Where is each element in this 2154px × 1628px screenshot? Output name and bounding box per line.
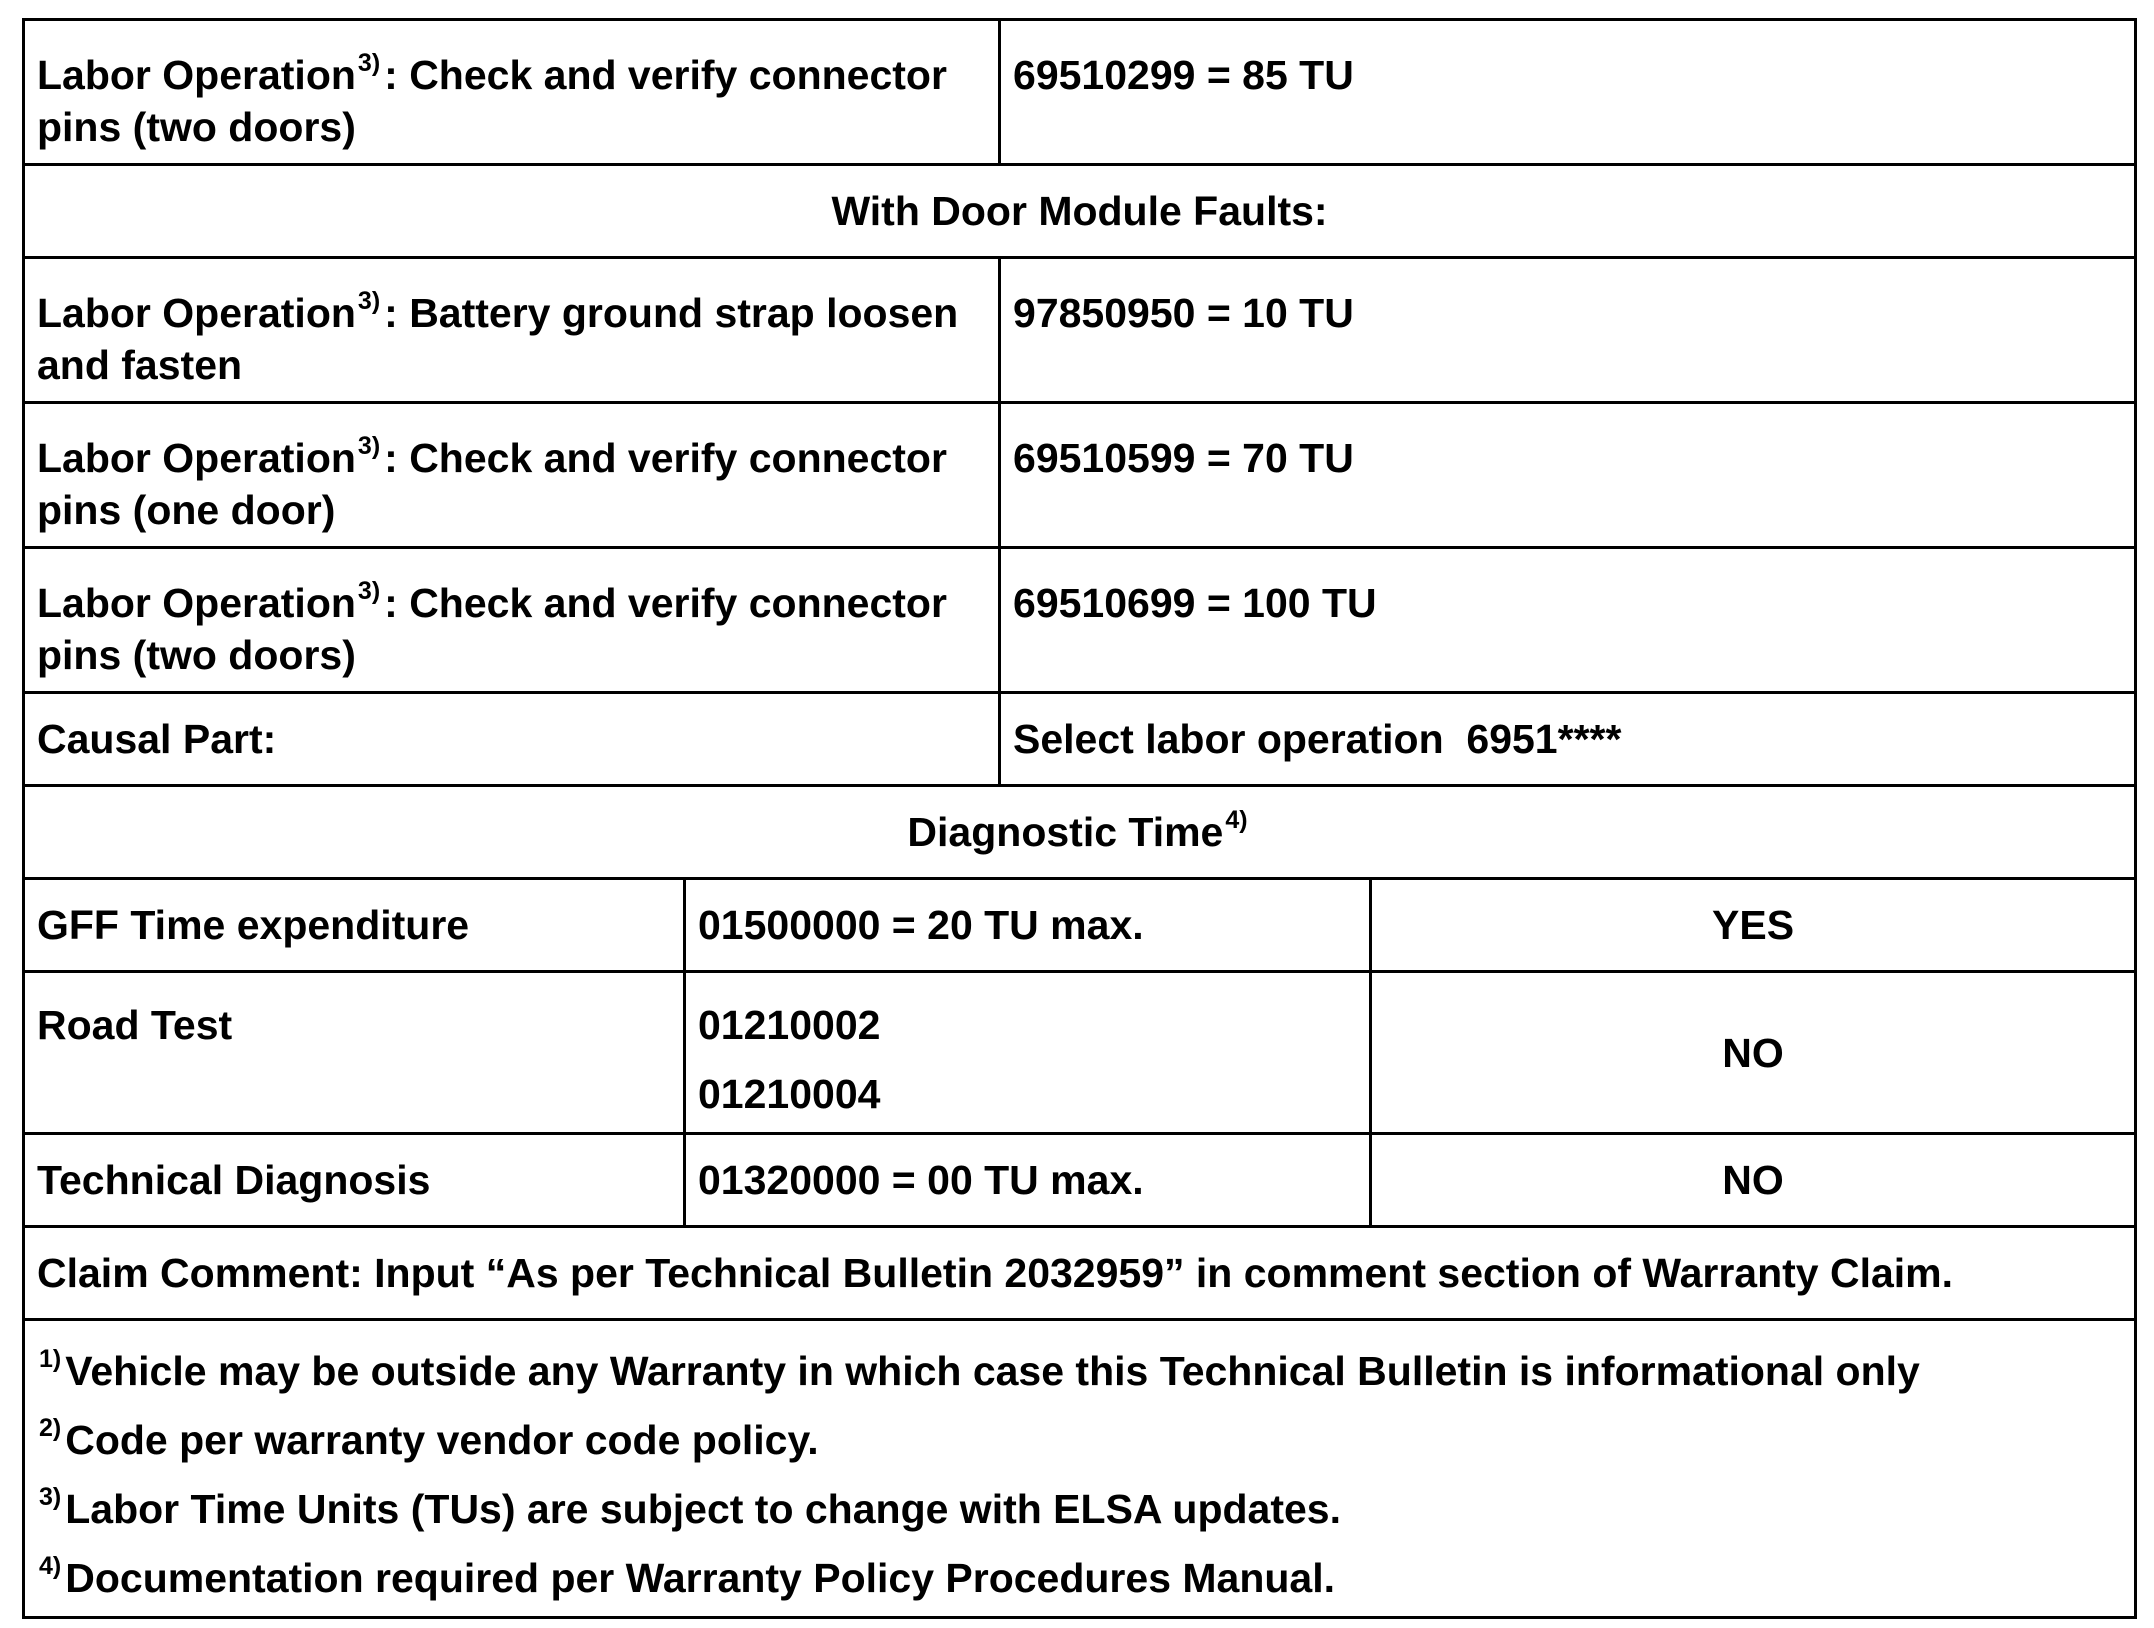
table-row-causal-part <box>24 693 2136 786</box>
footnote-marker: 2) <box>39 1414 62 1442</box>
table-row-labor-one-door <box>24 403 2136 548</box>
footnote-ref: 3) <box>357 432 381 460</box>
labor-operation-value: 69510299 = 85 TU <box>1000 20 2136 165</box>
labor-operation-label: Labor Operation <box>37 580 356 626</box>
table-row-battery-strap <box>24 258 2136 403</box>
labor-operation-label: Labor Operation <box>37 290 356 336</box>
diagnostic-code: 01500000 = 20 TU max. <box>685 879 1371 972</box>
labor-operation-value: 69510699 = 100 TU <box>1000 548 2136 693</box>
labor-operation-cell <box>24 403 1000 548</box>
warranty-labor-table <box>22 18 2137 1619</box>
diagnostic-answer: NO <box>1371 1134 2136 1227</box>
labor-operation-description: : Check and verify connector pins (two doors) <box>37 580 947 678</box>
table-row-door-module-header <box>24 165 2136 258</box>
footnote-text: Labor Time Units (TUs) are subject to change with ELSA updates. <box>65 1486 1341 1532</box>
footnote-ref: 3) <box>357 577 381 605</box>
footnote-text: Vehicle may be outside any Warranty in which case this Technical Bulletin is informational only <box>65 1348 1920 1394</box>
footnotes-cell <box>24 1320 2136 1618</box>
labor-operation-value: 69510599 = 70 TU <box>1000 403 2136 548</box>
footnote-marker: 1) <box>39 1345 62 1373</box>
diagnostic-code: 01320000 = 00 TU max. <box>685 1134 1371 1227</box>
footnote-ref: 4) <box>1225 806 1248 834</box>
footnote-text: Documentation required per Warranty Policy Procedures Manual. <box>65 1555 1336 1601</box>
footnote-3 <box>37 1483 2122 1535</box>
footnote-marker: 4) <box>39 1552 62 1580</box>
labor-operation-cell <box>24 258 1000 403</box>
diagnostic-label: GFF Time expenditure <box>24 879 685 972</box>
footnote-text: Code per warranty vendor code policy. <box>65 1417 819 1463</box>
footnote-2 <box>37 1414 2122 1466</box>
warranty-labor-table-sheet <box>22 18 2134 1619</box>
footnote-ref: 3) <box>357 49 381 77</box>
table-row-footnotes <box>24 1320 2136 1618</box>
causal-part-value: Select labor operation 6951**** <box>1000 693 2136 786</box>
claim-comment: Claim Comment: Input “As per Technical Bulletin 2032959” in comment section of Warranty Claim. <box>24 1227 2136 1320</box>
table-row-labor-two-doors-b <box>24 548 2136 693</box>
section-header-diagnostic-time <box>24 786 2136 879</box>
section-header-door-module-faults: With Door Module Faults: <box>24 165 2136 258</box>
labor-operation-cell <box>24 548 1000 693</box>
labor-operation-label: Labor Operation <box>37 52 356 98</box>
footnote-1 <box>37 1345 2122 1397</box>
footnote-4 <box>37 1552 2122 1604</box>
table-row-road-test <box>24 972 2136 1134</box>
table-row-gff <box>24 879 2136 972</box>
labor-operation-label: Labor Operation <box>37 435 356 481</box>
labor-operation-description: : Battery ground strap loosen and fasten <box>37 290 959 388</box>
diagnostic-label: Technical Diagnosis <box>24 1134 685 1227</box>
diagnostic-code: 01210004 <box>698 1071 881 1117</box>
diagnostic-answer: NO <box>1371 972 2136 1134</box>
diagnostic-code-stack <box>685 972 1371 1134</box>
table-row-diagnostic-time <box>24 786 2136 879</box>
footnote-ref: 3) <box>357 287 381 315</box>
causal-part-label: Causal Part: <box>24 693 1000 786</box>
labor-operation-cell <box>24 20 1000 165</box>
labor-operation-description: : Check and verify connector pins (two doors) <box>37 52 947 150</box>
table-row-labor-two-doors-a <box>24 20 2136 165</box>
diagnostic-label: Road Test <box>24 972 685 1134</box>
table-row-claim-comment <box>24 1227 2136 1320</box>
table-row-technical-diagnosis <box>24 1134 2136 1227</box>
diagnostic-answer: YES <box>1371 879 2136 972</box>
diagnostic-code: 01210002 <box>698 1002 881 1048</box>
footnote-marker: 3) <box>39 1483 62 1511</box>
labor-operation-value: 97850950 = 10 TU <box>1000 258 2136 403</box>
labor-operation-description: : Check and verify connector pins (one door) <box>37 435 947 533</box>
diagnostic-time-label: Diagnostic Time <box>907 809 1224 855</box>
